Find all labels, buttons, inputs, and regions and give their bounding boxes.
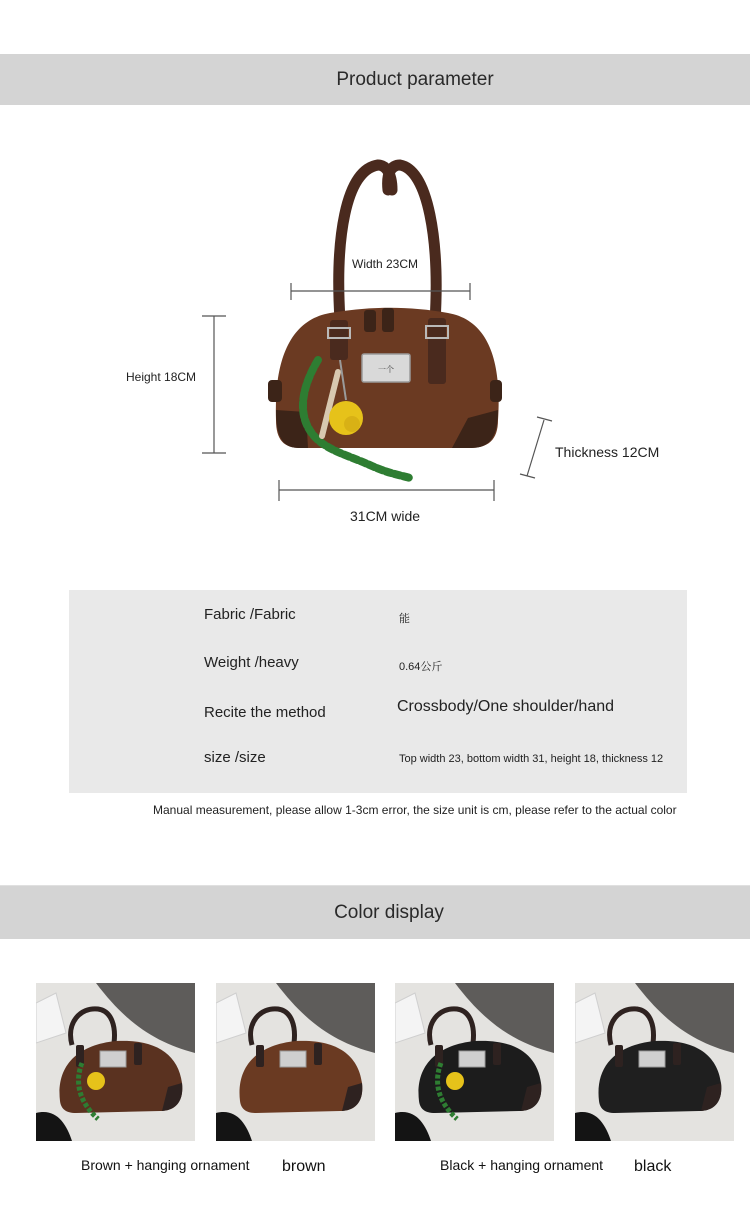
width-dimension-line [291, 283, 470, 300]
param-value-size: Top width 23, bottom width 31, height 18, thickness 12 [399, 753, 664, 765]
measurement-note: Manual measurement, please allow 1-3cm error, the size unit is cm, please refer to the actual color [153, 803, 677, 817]
thumb-metal-plate [100, 1051, 126, 1067]
width-label: Width 23CM [352, 257, 419, 271]
bag-side-tab-left [268, 380, 282, 402]
color-caption-brown-ornament: Brown + hanging ornament [81, 1157, 250, 1173]
parameter-table [69, 590, 687, 793]
param-key-fabric: Fabric /Fabric [204, 606, 296, 623]
thumb-metal-plate [280, 1051, 306, 1067]
param-key-method: Recite the method [204, 704, 326, 721]
strap-tab-right [428, 318, 446, 384]
color-display-header [0, 885, 750, 939]
zipper-pull-2 [382, 308, 394, 332]
strap-tab-left [330, 320, 348, 360]
color-caption-black-ornament: Black + hanging ornament [440, 1157, 604, 1173]
color-thumb-black[interactable] [575, 983, 734, 1141]
thumb-ornament-ball [446, 1072, 464, 1090]
thumb-strap-tab [256, 1045, 264, 1067]
param-key-size: size /size [204, 749, 266, 766]
color-caption-black: black [634, 1158, 672, 1175]
ornament-ball-shade [344, 416, 360, 432]
zipper-pull-1 [364, 310, 376, 332]
thumb-strap-tab [615, 1045, 623, 1067]
color-thumb-black-ornament[interactable] [395, 983, 554, 1141]
product-parameter-title: Product parameter [336, 68, 494, 90]
param-value-weight: 0.64公斤 [399, 661, 443, 673]
metal-plate-text: 一个 [378, 365, 394, 374]
thumb-ornament-ball [87, 1072, 105, 1090]
thumb-strap-tab [314, 1043, 322, 1065]
thickness-dimension-line [520, 417, 552, 478]
thumb-metal-plate [639, 1051, 665, 1067]
bottom-dimension-line [279, 480, 494, 501]
param-value-fabric: 能 [399, 613, 410, 625]
thumb-metal-plate [459, 1051, 485, 1067]
thumb-strap-tab [493, 1043, 501, 1065]
bottom-width-label: 31CM wide [350, 508, 421, 524]
height-label: Height 18CM [126, 370, 197, 384]
product-parameter-header [0, 54, 750, 105]
bag-side-tab-right [490, 380, 502, 402]
thickness-label: Thickness 12CM [555, 444, 660, 460]
thumb-strap-tab [673, 1043, 681, 1065]
color-caption-brown: brown [282, 1158, 326, 1175]
color-display-title: Color display [334, 901, 444, 923]
ornament-ball [329, 401, 363, 435]
thumb-strap-tab [134, 1043, 142, 1065]
color-thumb-brown[interactable] [216, 983, 375, 1141]
color-thumb-brown-ornament[interactable] [36, 983, 195, 1141]
bag-dimension-diagram [0, 110, 750, 550]
param-key-weight: Weight /heavy [204, 654, 299, 671]
param-value-method: Crossbody/One shoulder/hand [397, 698, 615, 715]
height-dimension-line [202, 316, 226, 453]
